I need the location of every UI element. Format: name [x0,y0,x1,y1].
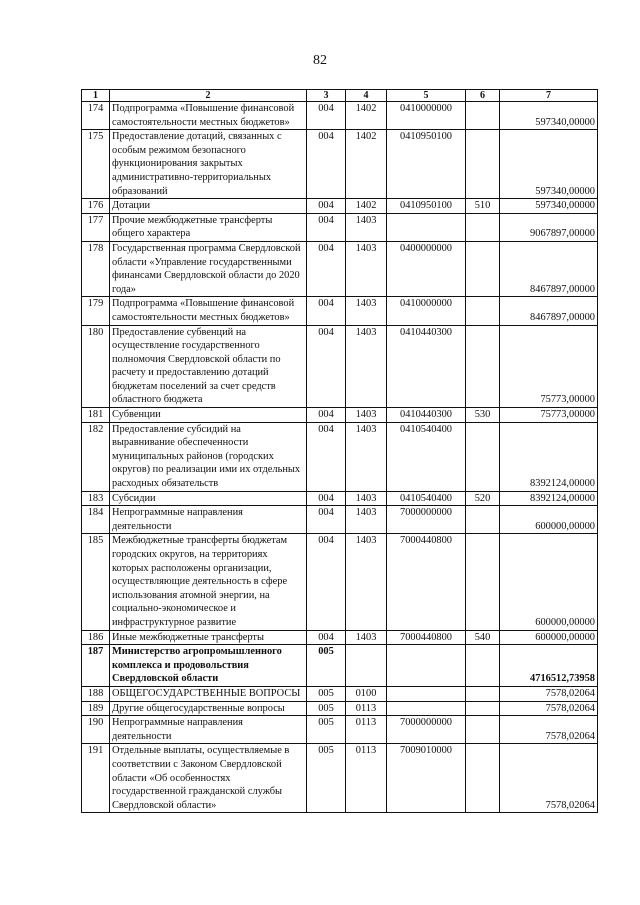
column-header: 6 [466,90,500,102]
department-code-cell: 004 [307,213,346,241]
target-article-cell: 7000440800 [387,630,466,645]
row-number-cell: 174 [82,102,110,130]
table-body [82,102,598,813]
section-code-cell: 0113 [346,716,387,744]
target-article-cell: 0410000000 [387,297,466,325]
page-number: 82 [313,53,327,68]
expense-type-cell [466,213,500,241]
table-row [82,686,598,701]
target-article-cell: 0400000000 [387,241,466,296]
table-row [82,297,598,325]
section-code-cell: 1403 [346,297,387,325]
department-code-cell: 004 [307,534,346,630]
department-code-cell: 004 [307,241,346,296]
expense-type-cell [466,102,500,130]
item-name-cell: Предоставление субвенций на осуществление государственного полномочия Свердловской области по расчету и предоставлению дотаций бюджетам поселений за счет средств областного бюджета [110,325,307,408]
row-number-cell: 177 [82,213,110,241]
amount-cell: 8392124,00000 [500,491,598,506]
column-header: 2 [110,90,307,102]
expense-type-cell [466,506,500,534]
expense-type-cell [466,645,500,687]
expense-type-cell: 540 [466,630,500,645]
item-name-cell: ОБЩЕГОСУДАРСТВЕННЫЕ ВОПРОСЫ [110,686,307,701]
section-code-cell: 1402 [346,102,387,130]
department-code-cell: 005 [307,716,346,744]
expense-type-cell [466,130,500,199]
item-name-cell: Субсидии [110,491,307,506]
department-code-cell: 004 [307,199,346,214]
expense-type-cell [466,325,500,408]
department-code-cell: 004 [307,325,346,408]
target-article-cell: 0410540400 [387,491,466,506]
section-code-cell: 1403 [346,534,387,630]
amount-cell: 600000,00000 [500,506,598,534]
department-code-cell: 005 [307,686,346,701]
target-article-cell: 0410540400 [387,422,466,491]
department-code-cell: 004 [307,491,346,506]
expense-type-cell [466,716,500,744]
section-code-cell: 1403 [346,630,387,645]
row-number-cell: 188 [82,686,110,701]
row-number-cell: 185 [82,534,110,630]
table-row [82,716,598,744]
section-code-cell: 0113 [346,701,387,716]
target-article-cell: 7009010000 [387,744,466,813]
row-number-cell: 179 [82,297,110,325]
section-code-cell: 1403 [346,422,387,491]
row-number-cell: 187 [82,645,110,687]
department-code-cell: 004 [307,297,346,325]
budget-table [81,89,598,813]
table-row [82,408,598,423]
amount-cell: 75773,00000 [500,408,598,423]
column-header: 4 [346,90,387,102]
item-name-cell: Другие общегосударственные вопросы [110,701,307,716]
column-header: 5 [387,90,466,102]
table-row [82,213,598,241]
column-header: 1 [82,90,110,102]
section-code-cell: 1403 [346,241,387,296]
target-article-cell: 7000000000 [387,506,466,534]
section-code-cell: 1402 [346,199,387,214]
amount-cell: 597340,00000 [500,130,598,199]
amount-cell: 9067897,00000 [500,213,598,241]
table-row [82,506,598,534]
target-article-cell: 0410440300 [387,408,466,423]
item-name-cell: Непрограммные направления деятельности [110,716,307,744]
amount-cell: 8467897,00000 [500,297,598,325]
amount-cell: 7578,02064 [500,686,598,701]
target-article-cell: 0410440300 [387,325,466,408]
expense-type-cell [466,241,500,296]
row-number-cell: 175 [82,130,110,199]
column-header: 7 [500,90,598,102]
item-name-cell: Прочие межбюджетные трансферты общего характера [110,213,307,241]
department-code-cell: 005 [307,701,346,716]
expense-type-cell [466,297,500,325]
row-number-cell: 184 [82,506,110,534]
table-row [82,744,598,813]
amount-cell: 7578,02064 [500,716,598,744]
table-header-row [82,90,598,102]
item-name-cell: Подпрограмма «Повышение финансовой самостоятельности местных бюджетов» [110,102,307,130]
target-article-cell: 7000000000 [387,716,466,744]
target-article-cell: 0410950100 [387,130,466,199]
table-row [82,241,598,296]
amount-cell: 597340,00000 [500,102,598,130]
expense-type-cell [466,686,500,701]
department-code-cell: 004 [307,102,346,130]
amount-cell: 600000,00000 [500,630,598,645]
row-number-cell: 189 [82,701,110,716]
item-name-cell: Министерство агропромышленного комплекса и продовольствия Свердловской области [110,645,307,687]
row-number-cell: 182 [82,422,110,491]
item-name-cell: Дотации [110,199,307,214]
expense-type-cell: 510 [466,199,500,214]
department-code-cell: 004 [307,630,346,645]
item-name-cell: Подпрограмма «Повышение финансовой самостоятельности местных бюджетов» [110,297,307,325]
target-article-cell: 0410000000 [387,102,466,130]
item-name-cell: Иные межбюджетные трансферты [110,630,307,645]
section-code-cell: 1403 [346,506,387,534]
amount-cell: 7578,02064 [500,701,598,716]
expense-type-cell [466,534,500,630]
section-code-cell: 0100 [346,686,387,701]
amount-cell: 7578,02064 [500,744,598,813]
row-number-cell: 183 [82,491,110,506]
section-code-cell: 1403 [346,408,387,423]
section-code-cell: 1403 [346,325,387,408]
table-row [82,325,598,408]
table-row [82,534,598,630]
table-row [82,102,598,130]
table-row [82,130,598,199]
row-number-cell: 180 [82,325,110,408]
department-code-cell: 005 [307,744,346,813]
expense-type-cell [466,744,500,813]
amount-cell: 597340,00000 [500,199,598,214]
section-code-cell: 1402 [346,130,387,199]
table-row [82,199,598,214]
expense-type-cell: 520 [466,491,500,506]
row-number-cell: 191 [82,744,110,813]
item-name-cell: Межбюджетные трансферты бюджетам городских округов, на территориях которых расположены организации, осуществляющие деятельность в сфере использования атомной энергии, на социально-экономическое и инфраструктурное развитие [110,534,307,630]
section-code-cell: 1403 [346,491,387,506]
item-name-cell: Отдельные выплаты, осуществляемые в соответствии с Законом Свердловской области «Об особенностях государственной гражданской службы Свердловской области» [110,744,307,813]
target-article-cell: 0410950100 [387,199,466,214]
item-name-cell: Предоставление дотаций, связанных с особым режимом безопасного функционирования закрытых административно-территориальных образований [110,130,307,199]
amount-cell: 8392124,00000 [500,422,598,491]
target-article-cell [387,701,466,716]
row-number-cell: 181 [82,408,110,423]
target-article-cell: 7000440800 [387,534,466,630]
table-row [82,701,598,716]
department-code-cell: 004 [307,130,346,199]
table-row [82,491,598,506]
row-number-cell: 190 [82,716,110,744]
row-number-cell: 186 [82,630,110,645]
table-row [82,422,598,491]
item-name-cell: Субвенции [110,408,307,423]
department-code-cell: 004 [307,408,346,423]
section-code-cell: 0113 [346,744,387,813]
table-row [82,630,598,645]
item-name-cell: Государственная программа Свердловской области «Управление государственными финансами Свердловской области до 2020 года» [110,241,307,296]
amount-cell: 75773,00000 [500,325,598,408]
department-code-cell: 004 [307,422,346,491]
column-header: 3 [307,90,346,102]
expense-type-cell [466,701,500,716]
target-article-cell [387,213,466,241]
amount-cell: 600000,00000 [500,534,598,630]
department-code-cell: 005 [307,645,346,687]
amount-cell: 8467897,00000 [500,241,598,296]
expense-type-cell [466,422,500,491]
section-code-cell [346,645,387,687]
row-number-cell: 178 [82,241,110,296]
expense-type-cell: 530 [466,408,500,423]
target-article-cell [387,686,466,701]
row-number-cell: 176 [82,199,110,214]
section-code-cell: 1403 [346,213,387,241]
table-row [82,645,598,687]
department-code-cell: 004 [307,506,346,534]
item-name-cell: Непрограммные направления деятельности [110,506,307,534]
target-article-cell [387,645,466,687]
item-name-cell: Предоставление субсидий на выравнивание обеспеченности муниципальных районов (городских округов) по реализации ими их отдельных расходных обязательств [110,422,307,491]
amount-cell: 4716512,73958 [500,645,598,687]
